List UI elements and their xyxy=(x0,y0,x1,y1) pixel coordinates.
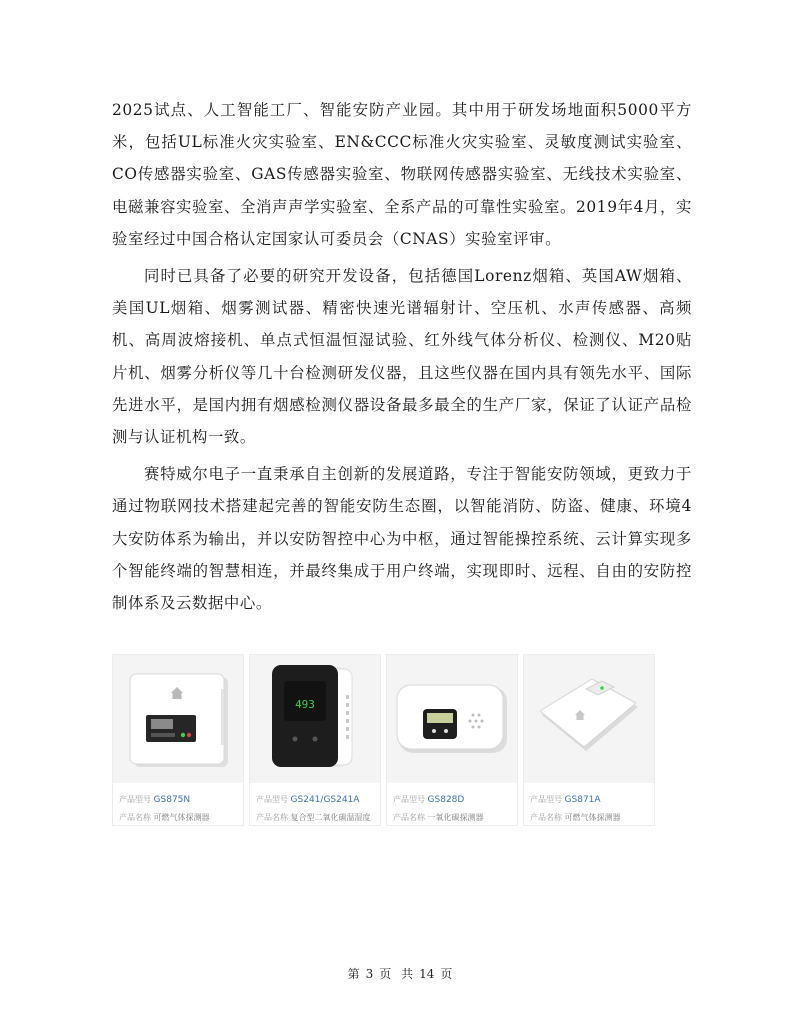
co-detector-image xyxy=(387,655,517,783)
gas-detector-image xyxy=(113,655,243,783)
footer-total-suffix: 页 xyxy=(440,967,453,981)
model-row xyxy=(119,791,241,809)
gas-detector-angled-image xyxy=(524,655,654,783)
product-photo-gs241 xyxy=(250,655,380,783)
product-card-gs828d[interactable] xyxy=(386,654,518,826)
product-meta xyxy=(393,791,515,826)
name-label: 产品名称 xyxy=(393,813,425,822)
paragraph-1: 2025试点、人工智能工厂、智能安防产业园。其中用于研发场地面积5000平方米，包括UL标准火灾实验室、EN&CCC标准火灾实验室、灵敏度测试实验室、CO传感器实验室、GAS传感器实验室、物联网传感器实验室、无线技术实验室、电磁兼容实验室、全消声声学实验室、全系产品的可靠性实验室。2019年4月，实验室经过中国合格认定国家认可委员会（CNAS）实验室评审。 xyxy=(112,101,692,248)
page-footer xyxy=(0,965,800,982)
co2-detector-image xyxy=(250,655,380,783)
paragraph-3: 赛特威尔电子一直秉承自主创新的发展道路，专注于智能安防领域，更致力于通过物联网技术搭建起完善的智能安防生态圈，以智能消防、防盗、健康、环境4大安防体系为输出，并以安防智控中心为中枢，通过智能操控系统、云计算实现多个智能终端的智慧相连，并最终集成于用户终端，实现即时、远程、自由的安防控制体系及云数据中心。 xyxy=(112,465,692,613)
product-name: 可燃气体探测器 xyxy=(153,813,210,822)
model-label: 产品型号 xyxy=(119,795,151,804)
product-name: 一氧化碳探测器 xyxy=(427,813,484,822)
model-link[interactable]: GS875N xyxy=(153,795,191,805)
product-gallery xyxy=(112,654,654,824)
model-link[interactable]: GS871A xyxy=(564,795,601,805)
product-card-gs871a[interactable] xyxy=(523,654,655,826)
name-row xyxy=(256,809,378,826)
model-label: 产品型号 xyxy=(530,795,562,804)
product-meta xyxy=(119,791,241,826)
product-photo-gs828d xyxy=(387,655,517,783)
model-link[interactable]: GS828D xyxy=(427,795,465,805)
footer-page-suffix: 页 xyxy=(379,967,392,981)
name-label: 产品名称 xyxy=(256,813,288,822)
name-row xyxy=(119,809,241,826)
paragraph-2: 同时已具备了必要的研究开发设备，包括德国Lorenz烟箱、英国AW烟箱、美国UL烟箱、烟雾测试器、精密快速光谱辐射计、空压机、水声传感器、高频机、高周波熔接机、单点式恒温恒湿试验、红外线气体分析仪、检测仪、M20贴片机、烟雾分析仪等几十台检测研发仪器，且这些仪器在国内具有领先水平、国际先进水平，是国内拥有烟感检测仪器设备最多最全的生产厂家，保证了认证产品检测与认证机构一致。 xyxy=(112,267,692,447)
product-card-gs875n[interactable] xyxy=(112,654,244,826)
device-reading-text: 493 xyxy=(295,698,315,711)
footer-total-prefix: 共 xyxy=(401,967,414,981)
model-row xyxy=(530,791,652,809)
model-label: 产品型号 xyxy=(256,795,288,804)
model-link[interactable]: GS241/GS241A xyxy=(290,795,360,805)
name-row xyxy=(393,809,515,826)
total-pages: 14 xyxy=(419,967,435,981)
name-label: 产品名称 xyxy=(119,813,151,822)
product-name: 复合型二氧化碳温湿度 xyxy=(290,813,371,822)
name-row xyxy=(530,809,652,826)
product-name: 可燃气体探测器 xyxy=(564,813,621,822)
product-card-gs241[interactable] xyxy=(249,654,381,826)
name-label: 产品名称 xyxy=(530,813,562,822)
body-text xyxy=(112,94,692,619)
product-meta xyxy=(530,791,652,826)
page-number: 3 xyxy=(365,967,374,981)
product-meta xyxy=(256,791,378,826)
model-label: 产品型号 xyxy=(393,795,425,804)
product-photo-gs875n xyxy=(113,655,243,783)
model-row xyxy=(393,791,515,809)
product-photo-gs871a xyxy=(524,655,654,783)
footer-prefix: 第 xyxy=(347,967,360,981)
model-row xyxy=(256,791,378,809)
